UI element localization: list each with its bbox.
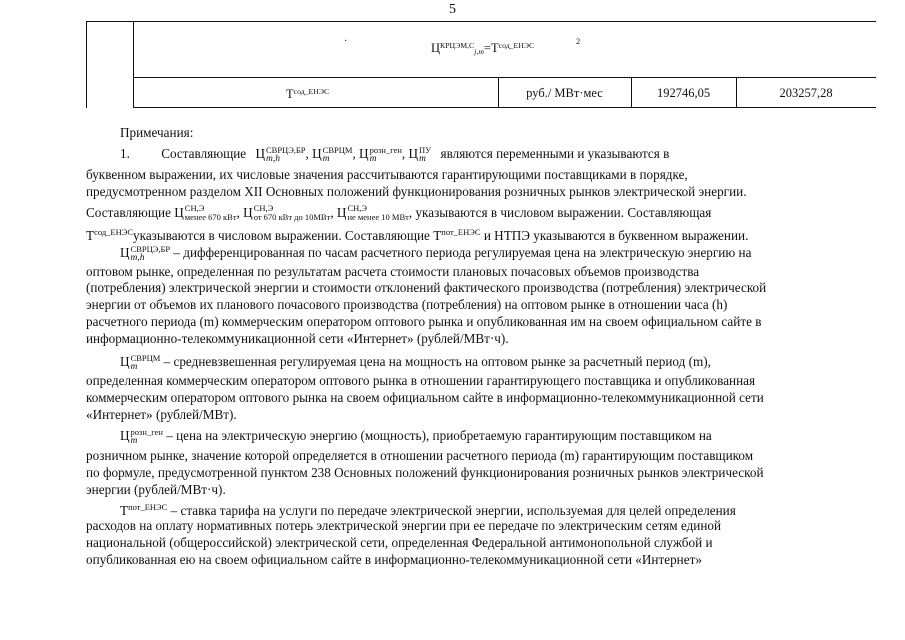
text: и НТПЭ указываются в буквенном выражении. xyxy=(483,228,749,243)
symbol-scripts xyxy=(419,146,431,164)
symbol-base: Т xyxy=(120,503,129,518)
symbol-base: Ц xyxy=(408,146,419,161)
text: информационно-телекоммуникационной сети «Интернет» (рублей/МВт·ч). xyxy=(86,331,509,346)
scan-dot: · xyxy=(344,36,348,47)
symbol-base: Ц xyxy=(312,146,322,161)
note-3-line-2 xyxy=(86,373,864,389)
word: Составляющие xyxy=(161,146,247,161)
text: указываются в числовом выражении. Составляющая xyxy=(415,205,712,220)
text: – ставка тарифа на услуги по передаче электрической энергии, используемая для целей определения xyxy=(170,503,736,518)
sub: m xyxy=(322,154,330,164)
note-2-line-6 xyxy=(86,331,509,347)
note-3-line-3 xyxy=(86,390,864,406)
sup: СВРЦЭ,БР xyxy=(130,244,171,254)
note-1-line-1: 1. Составляющие Ц СВРЦЭ,БР m,h , Ц СВРЦМ m , Ц розн_ген m , Ц ПУ m являются переменными и указываются в xyxy=(120,145,670,164)
text: Составляющие xyxy=(86,205,171,220)
sup: СН,Э xyxy=(347,203,367,213)
sub: m xyxy=(419,154,426,164)
text: – дифференцированная по часам расчетного периода регулируемая цена на электрическую энергию на xyxy=(173,245,752,260)
symbol-base: Т xyxy=(86,228,95,243)
sup: СВРЦМ xyxy=(322,145,353,155)
symbol-base: Ц xyxy=(174,205,184,220)
text: по формуле, предусмотренной пунктом 238 Основных положений функционирования розничных рынков электрической xyxy=(86,465,764,480)
sup: пот_ЕНЭС xyxy=(128,502,168,512)
text: предусмотренном разделом XII Основных положений функционирования розничных рынков электрической энергии. xyxy=(86,184,747,199)
formula-marker: 2 xyxy=(576,36,581,46)
table-border-bottom xyxy=(133,107,876,108)
row-label-sup: сод_ЕНЭС xyxy=(293,86,330,96)
symbol-base: Ц xyxy=(120,245,130,260)
symbol-scripts xyxy=(254,204,331,222)
symbol-base: Ц xyxy=(336,205,347,220)
text: «Интернет» (рублей/МВт). xyxy=(86,407,237,422)
symbol-scripts xyxy=(347,204,408,222)
sub: m xyxy=(130,362,138,372)
note-number: 1. xyxy=(120,146,130,161)
note-5-line-3 xyxy=(86,535,864,551)
note-3-line-4 xyxy=(86,407,237,423)
symbol-scripts xyxy=(185,204,237,222)
row-unit: руб./ МВт·мес xyxy=(526,86,603,100)
text: расчетного периода (m) коммерческим оператором оптового рынка и опубликованная им на своем официальном сайте в xyxy=(86,314,762,329)
note-1-line-3 xyxy=(86,184,864,200)
table-border-left xyxy=(86,22,87,108)
formula-lhs-sup: КРЦЭМ,С xyxy=(440,40,475,50)
formula-lhs-base: Ц xyxy=(431,41,441,55)
note-1-line-2 xyxy=(86,167,864,183)
text: являются переменными и указываются в xyxy=(440,146,670,161)
row-label-base: Т xyxy=(286,87,294,101)
sup: пот_ЕНЭС xyxy=(441,227,481,237)
text: энергии от объемов их планового почасового производства (потребления) на оптовом рынке в отношении часа (h) xyxy=(86,297,728,312)
symbol-scripts xyxy=(131,245,171,263)
sub: m,h xyxy=(265,154,280,164)
text: розничном рынке, значение которой определяется в отношении расчетного периода (m) гарантирующим поставщиком xyxy=(86,448,754,463)
sup: сод_ЕНЭС xyxy=(94,227,134,237)
note-5-line-4 xyxy=(86,552,864,568)
text: указываются в числовом выражении. Составляющие xyxy=(133,228,430,243)
sub: m xyxy=(130,436,138,446)
sub: не менее 10 МВт xyxy=(347,212,409,222)
sub: менее 670 кВт xyxy=(184,212,237,222)
note-2-line-2 xyxy=(86,264,864,280)
table-row-divider xyxy=(133,77,876,78)
note-1-line-5 xyxy=(86,224,748,244)
sub: m xyxy=(369,154,377,164)
note-5-line-2 xyxy=(86,518,864,534)
row-value-1: 192746,05 xyxy=(656,86,711,100)
symbol-scripts xyxy=(266,146,306,164)
text: опубликованная ею на своем официальном сайте в информационно-телекоммуникационной сети «Интернет» xyxy=(86,552,702,567)
formula-rhs-sup: сод_ЕНЭС xyxy=(498,40,535,50)
tariff-table xyxy=(86,21,876,108)
text: национальной (общероссийской) электрической сети, определенная Федеральной антимонопольной службой и xyxy=(86,535,713,550)
note-2-line-5 xyxy=(86,314,864,330)
sup: СВРЦМ xyxy=(130,353,161,363)
text: (потребления) электрической энергии и стоимости отклонений фактического производства (потребления) электрической xyxy=(86,280,767,295)
text: энергии (рублей/МВт·ч). xyxy=(86,482,226,497)
symbol-scripts xyxy=(131,428,163,446)
table-border-inner xyxy=(133,22,134,108)
text: коммерческим оператором оптового рынка на своем официальном сайте в информационно-телекоммуникационной сети xyxy=(86,390,764,405)
symbol-base: Ц xyxy=(359,146,369,161)
symbol-base: Ц xyxy=(243,205,253,220)
note-4-line-4 xyxy=(86,482,226,498)
note-3-line-1 xyxy=(120,354,711,372)
note-4-line-3 xyxy=(86,465,864,481)
formula-equals: = xyxy=(483,41,491,55)
formula-rhs-base: Т xyxy=(490,41,499,55)
note-1-line-4: Составляющие Ц СН,Э менее 670 кВт , Ц СН,Э от 670 кВт до 10МВт , Ц СН,Э не менее 10 МВт , указываются в числовом выражении. Составляющая xyxy=(86,203,712,222)
text: – средневзвешенная регулируемая цена на мощность на оптовом рынке за расчетный период (m), xyxy=(163,354,711,369)
text: определенная коммерческим оператором оптового рынка в отношении гарантирующего поставщика и опубликованная xyxy=(86,373,756,388)
sub: m,h xyxy=(130,253,145,263)
formula-cell xyxy=(431,42,534,55)
formula-lhs-sub: j,m xyxy=(474,46,484,56)
note-2-line-3 xyxy=(86,280,864,296)
note-2-line-4 xyxy=(86,297,864,313)
notes-heading: Примечания: xyxy=(120,125,194,140)
sup: СН,Э xyxy=(184,203,205,213)
sup: розн_ген xyxy=(369,145,402,155)
text: буквенном выражении, их числовые значения рассчитываются гарантирующими поставщиками в порядке, xyxy=(86,167,688,182)
text: расходов на оплату нормативных потерь электрической энергии при ее передаче по электрическим сетям единой xyxy=(86,518,722,533)
row-label xyxy=(286,88,329,101)
text: оптовом рынке, определенная по результатам расчета стоимости плановых почасовых объемов производства xyxy=(86,264,700,279)
symbol-scripts xyxy=(370,146,402,164)
symbol-scripts xyxy=(131,354,161,372)
note-4-line-1 xyxy=(120,428,712,446)
symbol-base: Ц xyxy=(120,354,130,369)
text: – цена на электрическую энергию (мощность), приобретаемую гарантирующим поставщиком на xyxy=(166,428,712,443)
note-4-line-2 xyxy=(86,448,864,464)
sub: от 670 кВт до 10МВт xyxy=(253,212,331,222)
sup: СВРЦЭ,БР xyxy=(265,145,306,155)
symbol-base: Ц xyxy=(120,428,130,443)
symbol-base: Т xyxy=(433,228,442,243)
sup: СН,Э xyxy=(253,203,274,213)
page-number: 5 xyxy=(449,2,456,17)
note-5-line-1 xyxy=(120,499,736,519)
sup: ПУ xyxy=(419,145,432,155)
symbol-scripts xyxy=(323,146,353,164)
symbol-base: Ц xyxy=(255,146,265,161)
row-value-2: 203257,28 xyxy=(779,86,833,100)
note-2-line-1 xyxy=(120,245,751,263)
sup: розн_ген xyxy=(130,427,163,437)
